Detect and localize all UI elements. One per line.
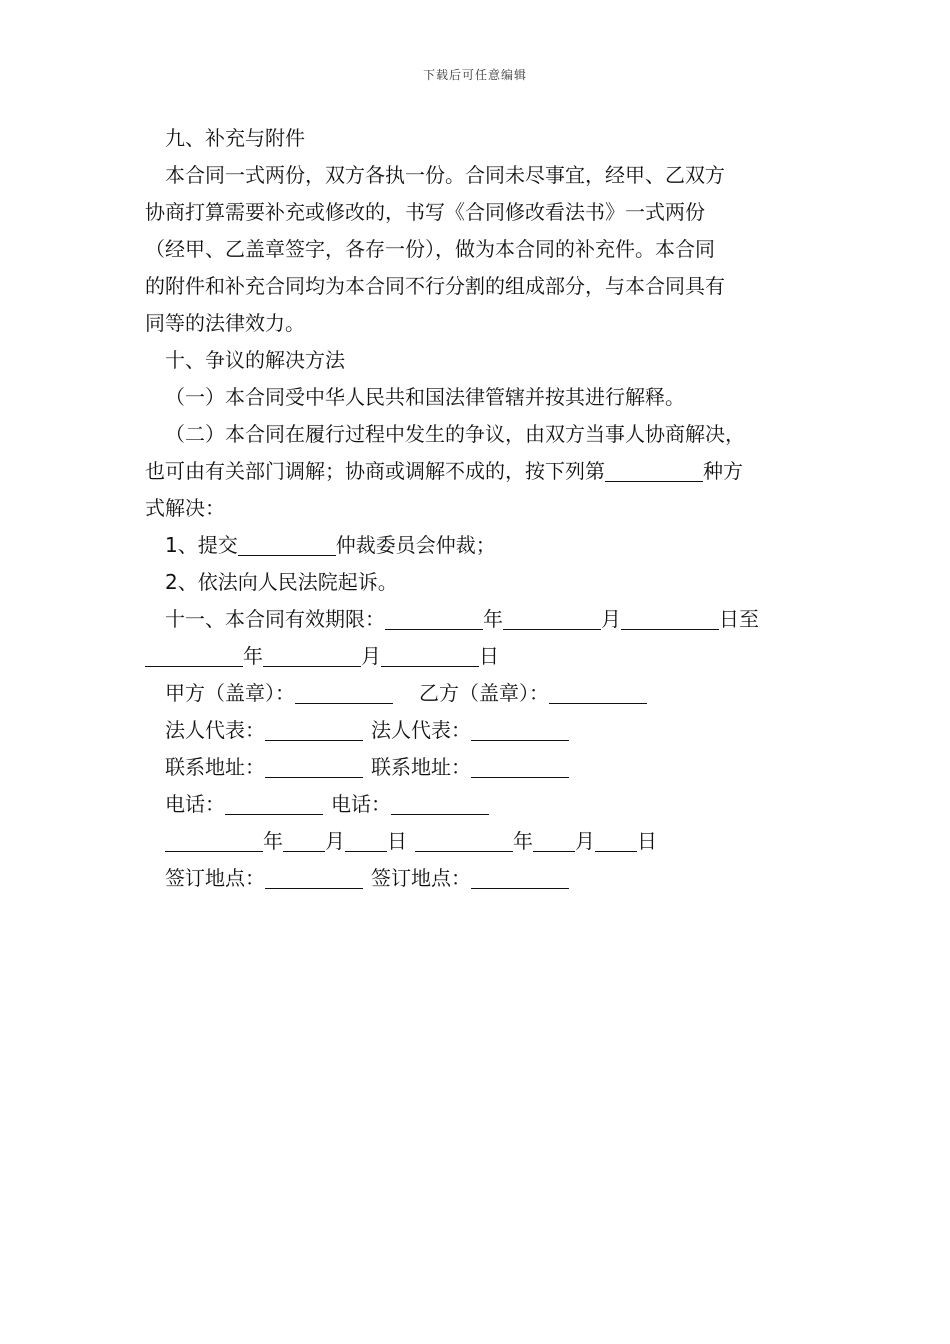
party-b-label: 乙方（盖章）： bbox=[419, 681, 549, 705]
phone-b-blank[interactable] bbox=[391, 790, 489, 815]
legal-rep-a-label: 法人代表： bbox=[165, 718, 265, 742]
section-9-title: 九、补充与附件 bbox=[165, 126, 305, 150]
start-year-blank[interactable] bbox=[385, 605, 483, 630]
start-month-blank[interactable] bbox=[503, 605, 601, 630]
address-a-label: 联系地址： bbox=[165, 755, 265, 779]
address-a-blank[interactable] bbox=[265, 753, 363, 778]
section-10-item-2-line: 式解决： bbox=[145, 496, 225, 520]
section-11-title: 十一、本合同有效期限： bbox=[165, 607, 385, 631]
year-label: 年 bbox=[483, 607, 503, 631]
legal-rep-b-label: 法人代表： bbox=[371, 718, 471, 742]
sign-place-row bbox=[145, 860, 810, 897]
method-number-blank[interactable] bbox=[605, 457, 703, 482]
option-1-text: 仲裁委员会仲裁； bbox=[335, 533, 496, 557]
section-9-paragraph-line: 同等的法律效力。 bbox=[145, 311, 305, 335]
month-label: 月 bbox=[575, 829, 595, 853]
day-to-label: 日至 bbox=[719, 607, 759, 631]
place-a-label: 签订地点： bbox=[165, 866, 265, 890]
month-label: 月 bbox=[325, 829, 345, 853]
day-label: 日 bbox=[637, 829, 657, 853]
section-9-paragraph-line: 的附件和补充合同均为本合同不行分割的组成部分，与本合同具有 bbox=[145, 274, 725, 298]
section-10-item-1: （一）本合同受中华人民共和国法律管辖并按其进行解释。 bbox=[165, 385, 685, 409]
sign-year-a-blank[interactable] bbox=[165, 827, 263, 852]
party-b-seal-blank[interactable] bbox=[549, 679, 647, 704]
option-1 bbox=[145, 527, 810, 564]
year-label: 年 bbox=[263, 829, 283, 853]
legal-rep-row bbox=[145, 712, 810, 749]
section-11-end-date bbox=[145, 638, 810, 675]
sign-month-a-blank[interactable] bbox=[283, 827, 325, 852]
sign-year-b-blank[interactable] bbox=[415, 827, 513, 852]
section-9-paragraph-line: 协商打算需要补充或修改的，书写《合同修改看法书》一式两份 bbox=[145, 200, 705, 224]
header-note: 下载后可任意编辑 bbox=[422, 68, 527, 82]
month-label: 月 bbox=[601, 607, 621, 631]
section-9-paragraph-line: 本合同一式两份，双方各执一份。合同未尽事宜，经甲、乙双方 bbox=[165, 163, 725, 187]
party-seal-row bbox=[145, 675, 810, 712]
contract-body bbox=[145, 120, 810, 897]
year-label: 年 bbox=[513, 829, 533, 853]
party-a-label: 甲方（盖章）： bbox=[165, 681, 295, 705]
sign-month-b-blank[interactable] bbox=[533, 827, 575, 852]
place-b-label: 签订地点： bbox=[371, 866, 471, 890]
year-label: 年 bbox=[243, 644, 263, 668]
address-row bbox=[145, 749, 810, 786]
legal-rep-b-blank[interactable] bbox=[471, 716, 569, 741]
section-10-item-2-line: （二）本合同在履行过程中发生的争议，由双方当事人协商解决， bbox=[165, 422, 745, 446]
legal-rep-a-blank[interactable] bbox=[265, 716, 363, 741]
day-label: 日 bbox=[387, 829, 407, 853]
sign-day-a-blank[interactable] bbox=[345, 827, 387, 852]
party-a-seal-blank[interactable] bbox=[295, 679, 393, 704]
phone-b-label: 电话： bbox=[331, 792, 391, 816]
section-9-paragraph-line: （经甲、乙盖章签字，各存一份），做为本合同的补充件。本合同 bbox=[145, 237, 715, 261]
month-label: 月 bbox=[361, 644, 381, 668]
sign-date-row bbox=[145, 823, 810, 860]
option-2: 2、依法向人民法院起诉。 bbox=[165, 570, 398, 594]
option-1-label: 1、提交 bbox=[165, 533, 238, 557]
address-b-blank[interactable] bbox=[471, 753, 569, 778]
section-10-title: 十、争议的解决方法 bbox=[165, 348, 345, 372]
end-year-blank[interactable] bbox=[145, 642, 243, 667]
place-a-blank[interactable] bbox=[265, 864, 363, 889]
item-2-text: 也可由有关部门调解；协商或调解不成的，按下列第 bbox=[145, 459, 605, 483]
phone-a-blank[interactable] bbox=[225, 790, 323, 815]
place-b-blank[interactable] bbox=[471, 864, 569, 889]
arbitration-committee-blank[interactable] bbox=[238, 531, 336, 556]
start-day-blank[interactable] bbox=[621, 605, 719, 630]
end-day-blank[interactable] bbox=[381, 642, 479, 667]
phone-a-label: 电话： bbox=[165, 792, 225, 816]
phone-row bbox=[145, 786, 810, 823]
address-b-label: 联系地址： bbox=[371, 755, 471, 779]
sign-day-b-blank[interactable] bbox=[595, 827, 637, 852]
item-2-text: 种方 bbox=[703, 459, 743, 483]
section-11-validity bbox=[145, 601, 810, 638]
section-10-item-2-line bbox=[145, 453, 810, 490]
end-month-blank[interactable] bbox=[263, 642, 361, 667]
day-label: 日 bbox=[479, 644, 499, 668]
